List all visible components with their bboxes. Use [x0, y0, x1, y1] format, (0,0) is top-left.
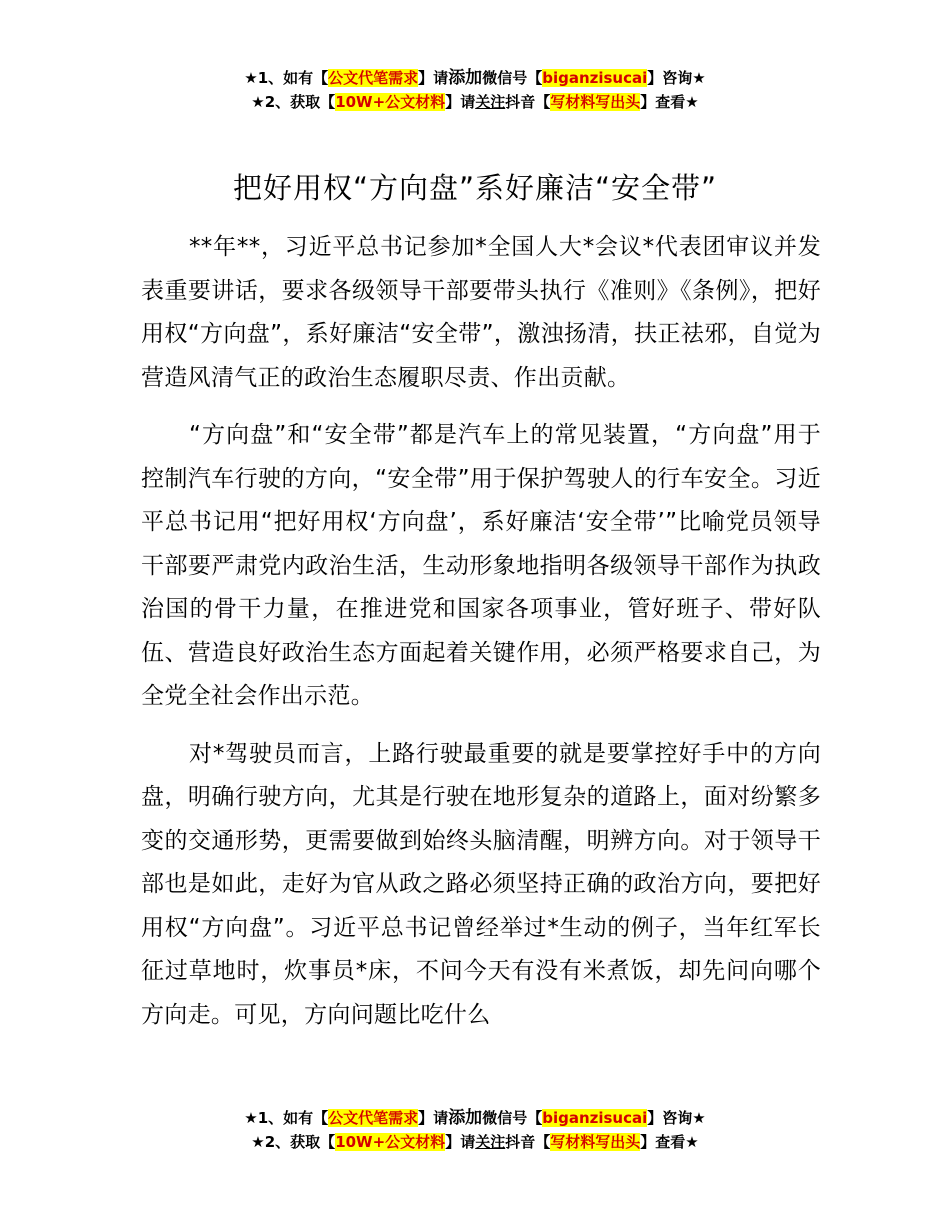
highlight-wechat-id: biganzisucai [542, 69, 648, 87]
paragraph-2: “方向盘”和“安全带”都是汽车上的常见装置，“方向盘”用于控制汽车行驶的方向，“安全带”用于保护驾驶人的行车安全。习近平总书记用“把好用权‘方向盘’，系好廉洁‘安全带’”比喻党员领导干部要严肃党内政治生活，生动形象地指明各级领导干部作为执政治国的骨干力量，在推进党和国家各项事业，管好班子、带好队伍、营造良好政治生态方面起着关键作用，必须严格要求自己，为全党全社会作出示范。 [141, 422, 821, 709]
footer-line-1 [0, 1106, 950, 1130]
highlight-materials: 10W+公文材料 [335, 1133, 446, 1151]
footer-line-1-prefix: ★1、如有【 [244, 1109, 329, 1127]
footer-line-1-add: 添加 [448, 1108, 483, 1128]
header-line-2-mid: 】请 [445, 93, 476, 111]
footer-line-2-follow: 关注 [475, 1133, 506, 1151]
highlight-materials: 10W+公文材料 [335, 93, 446, 111]
footer-line-2-prefix: ★2、获取【 [251, 1133, 336, 1151]
header-line-1-wechat: 微信号【 [482, 69, 543, 87]
footer-line-2 [0, 1130, 950, 1154]
footer-line-1-wechat: 微信号【 [482, 1109, 543, 1127]
footer-line-2-douyin: 抖音【 [505, 1133, 551, 1151]
header-line-1-add: 添加 [448, 68, 483, 88]
footer-line-1-suffix: 】咨询★ [647, 1109, 706, 1127]
footer-line-2-suffix: 】查看★ [640, 1133, 699, 1151]
header-line-1 [0, 66, 950, 90]
header-ad-banner [0, 66, 950, 114]
footer-ad-banner [0, 1106, 950, 1154]
header-line-2-douyin: 抖音【 [505, 93, 551, 111]
header-line-2 [0, 90, 950, 114]
highlight-douyin-account: 写材料写出头 [550, 1133, 641, 1151]
footer-line-2-mid: 】请 [445, 1133, 476, 1151]
paragraph-3: 对*驾驶员而言，上路行驶最重要的就是要掌控好手中的方向盘，明确行驶方向，尤其是行驶在地形复杂的道路上，面对纷繁多变的交通形势，更需要做到始终头脑清醒，明辨方向。对于领导干部也是如此，走好为官从政之路必须坚持正确的政治方向，要把好用权“方向盘”。习近平总书记曾经举过*生动的例子，当年红军长征过草地时，炊事员*床，不问今天有没有米煮饭，却先问向哪个方向走。可见，方向问题比吃什么 [141, 740, 821, 1028]
highlight-wechat-id: biganzisucai [542, 1109, 648, 1127]
footer-line-1-mid: 】请 [418, 1109, 449, 1127]
highlight-ghostwriting: 公文代笔需求 [328, 69, 419, 87]
header-line-1-suffix: 】咨询★ [647, 69, 706, 87]
highlight-ghostwriting: 公文代笔需求 [328, 1109, 419, 1127]
header-line-2-suffix: 】查看★ [640, 93, 699, 111]
header-line-1-mid: 】请 [418, 69, 449, 87]
document-body [141, 226, 821, 1051]
document-title: 把好用权“方向盘”系好廉洁“安全带” [232, 171, 718, 205]
paragraph-1: **年**，习近平总书记参加*全国人大*会议*代表团审议并发表重要讲话，要求各级领导干部要带头执行《准则》《条例》，把好用权“方向盘”，系好廉洁“安全带”，激浊扬清，扶正祛邪，自觉为营造风清气正的政治生态履职尽责、作出贡献。 [141, 234, 821, 391]
header-line-1-prefix: ★1、如有【 [244, 69, 329, 87]
highlight-douyin-account: 写材料写出头 [550, 93, 641, 111]
header-line-2-prefix: ★2、获取【 [251, 93, 336, 111]
header-line-2-follow: 关注 [475, 93, 506, 111]
